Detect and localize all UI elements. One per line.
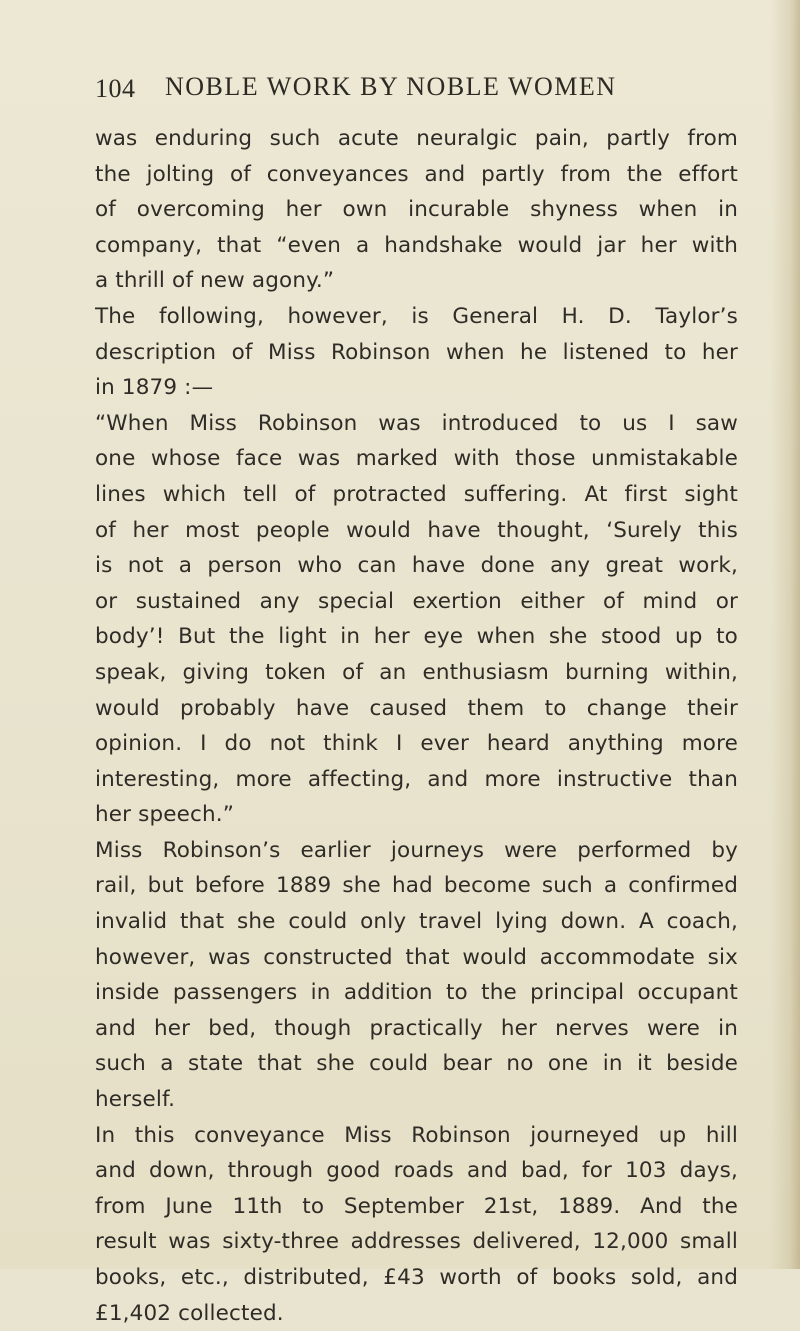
text-line: opinion. I do not think I ever heard anything more (95, 731, 738, 757)
text-line: of her most people would have thought, ‘Surely this (95, 517, 738, 543)
text-line: company, that “even a handshake would jar her with (95, 232, 738, 258)
text-line: In this conveyance Miss Robinson journeyed up hill (95, 1122, 738, 1148)
text-line: was enduring such acute neuralgic pain, partly from (95, 126, 738, 151)
text-line: interesting, more affecting, and more instructive than (95, 766, 738, 792)
text-line: however, was constructed that would accommodate six (95, 944, 738, 970)
text-line: one whose face was marked with those unmistakable (95, 446, 738, 472)
text-line: from June 11th to September 21st, 1889. And the (95, 1193, 738, 1219)
text-line: rail, but before 1889 she had become such a confirmed (95, 873, 738, 899)
text-line: body’! But the light in her eye when she stood up to (95, 624, 738, 650)
text-line: Miss Robinson’s earlier journeys were performed by (95, 837, 738, 863)
body-text (95, 121, 738, 1331)
running-head: NOBLE WORK BY NOBLE WOMEN (165, 72, 617, 101)
text-line: inside passengers in addition to the principal occupant (95, 980, 738, 1006)
text-line: or sustained any special exertion either of mind or (95, 588, 738, 614)
text-line: is not a person who can have done any great work, (95, 553, 738, 579)
text-line: of overcoming her own incurable shyness when in (95, 197, 738, 223)
text-line: the jolting of conveyances and partly from the effort (95, 161, 738, 187)
text-line: herself. (95, 1087, 176, 1113)
text-line: “When Miss Robinson was introduced to us I saw (95, 410, 738, 436)
page-header (95, 72, 735, 106)
text-line: and her bed, though practically her nerves were in (95, 1015, 738, 1041)
text-line: result was sixty-three addresses delivered, 12,000 small (95, 1229, 738, 1255)
text-line: The following, however, is General H. D. Taylor’s (95, 303, 738, 329)
text-line: such a state that she could bear no one in it beside (95, 1051, 738, 1077)
text-line: a thrill of new agony.” (95, 268, 335, 294)
text-line: her speech.” (95, 802, 235, 828)
text-line: invalid that she could only travel lying down. A coach, (95, 909, 738, 935)
text-line: books, etc., distributed, £43 worth of books sold, and (95, 1265, 738, 1290)
text-line: description of Miss Robinson when he listened to her (95, 339, 738, 365)
text-line: in 1879 :— (95, 375, 214, 401)
page-number: 104 (95, 74, 136, 103)
text-line: and down, through good roads and bad, for 103 days, (95, 1158, 738, 1184)
text-line: would probably have caused them to change their (95, 695, 738, 721)
text-line: speak, giving token of an enthusiasm burning within, (95, 659, 738, 685)
text-line: lines which tell of protracted suffering. At first sight (95, 481, 738, 507)
text-line: £1,402 collected. (95, 1300, 284, 1326)
